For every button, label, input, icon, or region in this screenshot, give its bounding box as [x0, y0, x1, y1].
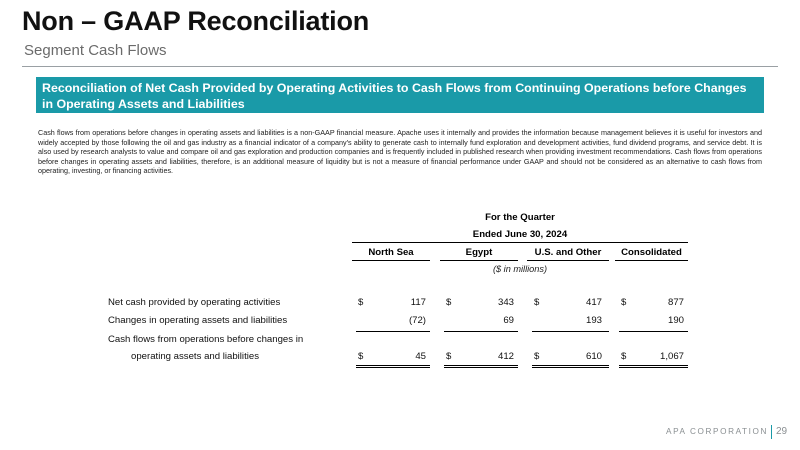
cell-value: 343	[497, 297, 514, 308]
cell-value: 610	[585, 351, 602, 362]
cell-value: (72)	[408, 315, 426, 326]
dollar-sign: $	[446, 351, 452, 362]
footer-company: APA CORPORATION	[666, 427, 768, 436]
section-banner: Reconciliation of Net Cash Provided by Operating Activities to Cash Flows from Continuing Operations before Changes in Operating Assets and Liabilities	[36, 77, 764, 113]
column-underline	[352, 260, 430, 261]
dollar-sign: $	[534, 351, 540, 362]
cell-value: 117	[410, 297, 426, 308]
dollar-sign: $	[358, 297, 364, 308]
dollar-sign: $	[621, 297, 627, 308]
total-double-rule	[356, 367, 430, 368]
column-underline	[615, 260, 688, 261]
total-double-rule	[444, 365, 518, 366]
row-label-operating-assets: operating assets and liabilities	[131, 351, 259, 362]
row-label-cash-flows: Cash flows from operations before changes in	[108, 334, 304, 345]
period-header-underline	[352, 242, 688, 243]
total-double-rule	[356, 365, 430, 366]
column-header-consolidated: Consolidated	[621, 247, 682, 258]
cell-value: 417	[585, 297, 602, 308]
subtotal-rule	[532, 331, 609, 332]
total-double-rule	[619, 365, 688, 366]
row-label-net-cash: Net cash provided by operating activities	[108, 297, 281, 308]
period-header-line2: Ended June 30, 2024	[472, 229, 568, 240]
column-underline	[527, 260, 609, 261]
total-double-rule	[532, 365, 609, 366]
cell-value: 45	[415, 351, 426, 362]
total-double-rule	[532, 367, 609, 368]
page-subtitle: Segment Cash Flows	[24, 42, 167, 59]
row-label-changes: Changes in operating assets and liabilities	[108, 315, 288, 326]
subtotal-rule	[444, 331, 518, 332]
units-label: ($ in millions)	[492, 264, 548, 274]
page-title: Non – GAAP Reconciliation	[22, 6, 370, 36]
dollar-sign: $	[358, 351, 364, 362]
cell-value: 412	[497, 351, 514, 362]
total-double-rule	[444, 367, 518, 368]
subtotal-rule	[619, 331, 688, 332]
page-number: 29	[776, 426, 788, 437]
column-underline	[440, 260, 518, 261]
column-header-egypt: Egypt	[465, 247, 493, 258]
footer-divider	[771, 425, 772, 439]
header-divider	[22, 66, 778, 67]
description-paragraph: Cash flows from operations before changes in operating assets and liabilities is a non-GAAP financial measure. Apache uses it internally and provides the information because management believes it is useful for investors and widely accepted by those following the oil and gas industry as a financial indicator of a company's ability to generate cash to internally fund exploration and development activities, fund dividend programs, and service debt. It is also used by research analysts to value and compare oil and gas exploration and production companies and is frequently included in published research when providing investment recommendations. Cash flows from operations before changes in operating assets and liabilities, therefore, is an additional measure of liquidity but is not a measure of financial performance under GAAP and should not be considered as an alternative to cash flows from operating, investing, or financing activities.	[38, 128, 762, 176]
cell-value: 1,067	[659, 351, 684, 362]
cell-value: 69	[503, 315, 514, 326]
dollar-sign: $	[534, 297, 540, 308]
total-double-rule	[619, 367, 688, 368]
cell-value: 193	[585, 315, 602, 326]
dollar-sign: $	[621, 351, 627, 362]
column-header-us-other: U.S. and Other	[534, 247, 602, 258]
subtotal-rule	[356, 331, 430, 332]
period-header-line1: For the Quarter	[485, 212, 555, 223]
cell-value: 190	[667, 315, 684, 326]
dollar-sign: $	[446, 297, 452, 308]
cell-value: 877	[667, 297, 684, 308]
column-header-north-sea: North Sea	[368, 247, 414, 258]
